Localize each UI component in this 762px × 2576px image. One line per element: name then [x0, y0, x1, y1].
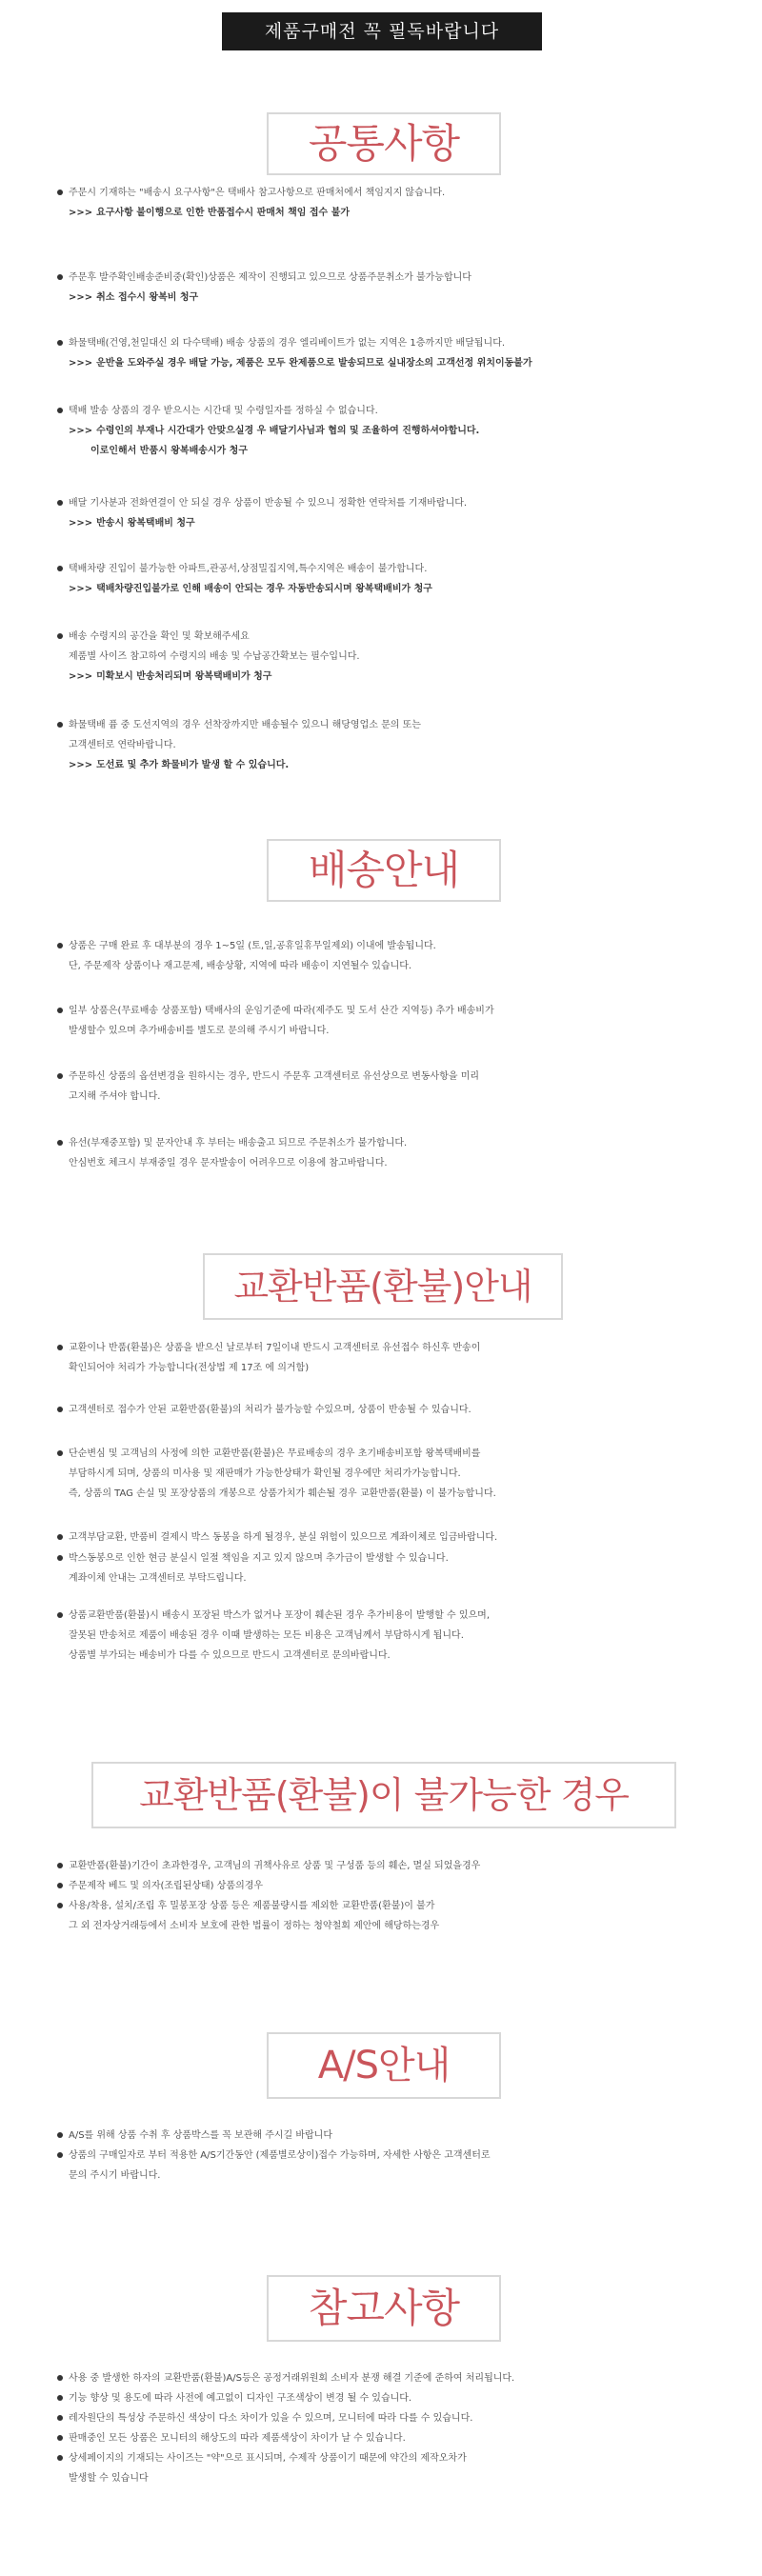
bullet-text: 박스동봉으로 인한 현금 분실시 일절 책임을 지고 있지 않으며 추가금이 발생할 수 있습니다. — [57, 1548, 752, 1568]
exchange-item-3 — [57, 1444, 752, 1504]
arrow-icon: >>> — [69, 292, 93, 303]
bullet-text: 고객부담교환, 반품비 결제시 박스 동봉을 하게 될경우, 분실 위험이 있으므로 계좌이체로 입금바랍니다. — [57, 1528, 752, 1548]
bullet-text: 배달 기사분과 전화연결이 안 되실 경우 상품이 반송될 수 있으니 정확한 연락처를 기재바랍니다. — [57, 493, 752, 513]
exchange-item-1 — [57, 1338, 752, 1378]
delivery-item-1 — [57, 936, 752, 976]
section-title-as: A/S안내 — [267, 2032, 501, 2099]
as-list — [57, 2126, 752, 2186]
arrow-icon: >>> — [69, 671, 93, 682]
exchange-item-4 — [57, 1528, 752, 1548]
reference-list — [57, 2368, 752, 2488]
bullet-text: 상품은 구매 완료 후 대부분의 경우 1~5일 (토,일,공휴일휴무일제외) 이내에 발송됩니다. — [57, 936, 752, 956]
bullet-text: 화물택배 퓸 중 도선지역의 경우 선착장까지만 배송될수 있으니 해당영업소 문의 또는 — [57, 715, 752, 735]
section-title-delivery: 배송안내 — [267, 839, 501, 902]
note-text: 이로인해서 반품시 왕복배송시가 청구 — [90, 446, 249, 456]
common-item-2 — [57, 268, 752, 308]
impossible-list — [57, 1856, 752, 1936]
bullet-text: 주문후 발주확인배송준비중(확인)상품은 제작이 진행되고 있으므로 상품주문취소가 불가능합니다 — [57, 268, 752, 288]
bullet-text: 유선(부재중포함) 및 문자안내 후 부터는 배송출고 되므로 주문취소가 불가합니다. — [57, 1133, 752, 1153]
exchange-item-6 — [57, 1606, 752, 1666]
note-text: >>> 운반을 도와주실 경우 배달 가능, 제품은 모두 완제품으로 발송되므로 실내장소의 고객선정 위치이동불가 — [69, 358, 532, 369]
list-item: 주문제작 베드 및 의자(조립된상태) 상품의경우 — [57, 1876, 752, 1896]
body-text: 발생할수 있으며 추가배송비를 별도로 문의해 주시기 바랍니다. — [69, 1026, 330, 1036]
list-item: 사용 중 발생한 하자의 교환반품(환불)A/S등은 공정거래위원회 소비자 분쟁 해결 기준에 준하여 처리됩니다. — [57, 2368, 752, 2388]
body-text: 안심번호 체크시 부재중일 경우 문자발송이 어려우므로 이용에 참고바랍니다. — [69, 1158, 388, 1168]
body-text: 단, 주문제작 상품이나 재고문제, 배송상황, 지역에 따라 배송이 지연될수 있습니다. — [69, 961, 412, 971]
bullet-text: A/S를 위해 상품 수취 후 상품박스를 꼭 보관해 주시길 바랍니다 — [57, 2126, 752, 2146]
note-text: >>> 취소 접수시 왕복비 청구 — [69, 292, 199, 303]
body-text: 제품별 사이즈 참고하여 수령지의 배송 및 수납공간확보는 필수입니다. — [69, 651, 360, 662]
body-text: 상품별 부가되는 배송비가 다를 수 있으므로 반드시 고객센터로 문의바랍니다. — [69, 1650, 391, 1661]
body-text: 확인되어야 처리가 가능합니다(전상법 제 17조 에 의거함) — [69, 1363, 310, 1373]
section-title-reference: 참고사항 — [267, 2275, 501, 2342]
exchange-item-2 — [57, 1400, 752, 1420]
list-item: 기능 향상 및 용도에 따라 사전에 예고없이 디자인 구조색상이 변경 될 수 있습니다. — [57, 2388, 752, 2408]
section-title-impossible: 교환반품(환불)이 불가능한 경우 — [91, 1762, 676, 1828]
list-item: 상세페이지의 기재되는 사이즈는 "약"으로 표시되며, 수제작 상품이기 때문에 약간의 제작오차가 — [57, 2448, 752, 2468]
note-text: >>> 미확보시 반송처리되며 왕복택배비가 청구 — [69, 671, 272, 682]
arrow-icon: >>> — [69, 760, 93, 770]
body-text: 계좌이체 안내는 고객센터로 부탁드립니다. — [69, 1573, 247, 1584]
common-item-1 — [57, 183, 752, 223]
body-text: 고객센터로 연락바랍니다. — [69, 740, 176, 750]
common-item-5 — [57, 493, 752, 533]
body-text: 문의 주시기 바랍니다. — [69, 2170, 161, 2181]
bullet-text: 화물택배(건영,천일대신 외 다수택배) 배송 상품의 경우 엘리베이트가 없는 지역은 1층까지만 배달됩니다. — [57, 333, 752, 353]
arrow-icon: >>> — [69, 584, 93, 594]
bullet-text: 택배 발송 상품의 경우 받으시는 시간대 및 수령일자를 정하실 수 없습니다. — [57, 401, 752, 421]
body-text: 잘못된 반송처로 제품이 배송된 경우 이때 발생하는 모든 비용은 고객님께서 부담하시게 됩니다. — [69, 1630, 464, 1641]
arrow-icon: >>> — [69, 518, 93, 529]
delivery-item-3 — [57, 1067, 752, 1107]
bullet-text: 상품교환반품(환불)시 배송시 포장된 박스가 없거나 포장이 훼손된 경우 추가비용이 발행할 수 있으며, — [57, 1606, 752, 1626]
section-title-common: 공통사항 — [267, 112, 501, 175]
list-item: 교환반품(환불)기간이 초과한경우, 고객님의 귀책사유로 상품 및 구성품 등의 훼손, 멸실 되었을경우 — [57, 1856, 752, 1876]
delivery-item-4 — [57, 1133, 752, 1173]
list-item: 판매중인 모든 상품은 모니터의 해상도의 따라 제품색상이 차이가 날 수 있습니다. — [57, 2428, 752, 2448]
body-text: 즉, 상품의 TAG 손실 및 포장상품의 개봉으로 상품가치가 훼손될 경우 교환반품(환불) 이 불가능합니다. — [69, 1488, 496, 1499]
body-text: 고지해 주셔야 합니다. — [69, 1091, 161, 1102]
bullet-text: 상품의 구매일자로 부터 적용한 A/S기간동안 (제품별로상이)접수 가능하며, 자세한 사항은 고객센터로 — [57, 2146, 752, 2166]
exchange-item-5 — [57, 1548, 752, 1588]
body-text: 그 외 전자상거래등에서 소비자 보호에 관한 법률이 정하는 청약철회 제안에 해당하는경우 — [69, 1921, 440, 1931]
bullet-text: 배송 수령지의 공간을 확인 및 확보해주세요 — [57, 627, 752, 647]
common-item-3 — [57, 333, 752, 373]
bullet-text: 고객센터로 접수가 안된 교환반품(환불)의 처리가 불가능할 수있으며, 상품이 반송될 수 있습니다. — [57, 1400, 752, 1420]
bullet-text: 단순변심 및 고객님의 사정에 의한 교환반품(환불)은 무료배송의 경우 초기배송비포함 왕복택배비를 — [57, 1444, 752, 1464]
bullet-text: 주문하신 상품의 옵션변경을 원하시는 경우, 반드시 주문후 고객센터로 유선상으로 변동사항을 미리 — [57, 1067, 752, 1087]
body-text: 발생할 수 있습니다 — [69, 2473, 149, 2484]
note-text: >>> 반송시 왕복택배비 청구 — [69, 518, 195, 529]
arrow-icon: >>> — [69, 358, 93, 369]
arrow-icon: >>> — [69, 208, 93, 218]
delivery-item-2 — [57, 1001, 752, 1041]
section-title-exchange: 교환반품(환불)안내 — [203, 1253, 563, 1320]
bullet-text: 주문시 기재하는 "배송시 요구사항"은 택배사 참고사항으로 판매처에서 책임지지 않습니다. — [57, 183, 752, 203]
common-item-8 — [57, 715, 752, 775]
bullet-text: 일부 상품은(무료배송 상품포함) 택배사의 운임기준에 따라(제주도 및 도서 산간 지역등) 추가 배송비가 — [57, 1001, 752, 1021]
arrow-icon: >>> — [69, 426, 93, 436]
note-text: >>> 도선료 및 추가 화물비가 발생 할 수 있습니다. — [69, 760, 290, 770]
common-item-7 — [57, 627, 752, 687]
bullet-text: 택배차량 진입이 불가능한 아파트,관공서,상점밀집지역,특수지역은 배송이 불가합니다. — [57, 559, 752, 579]
note-text: >>> 택배차량진입불가로 인해 배송이 안되는 경우 자동반송되시며 왕복택배비가 청구 — [69, 584, 432, 594]
note-text: >>> 수령인의 부재나 시간대가 안맞으실경 우 배달기사님과 협의 및 조율하여 진행하셔야합니다. — [69, 426, 480, 436]
body-text: 부담하시게 되며, 상품의 미사용 및 재판매가 가능한상태가 확인될 경우에만 처리가가능합니다. — [69, 1468, 461, 1479]
list-item: 레자원단의 특성상 주문하신 색상이 다소 차이가 있을 수 있으며, 모니터에 따라 다를 수 있습니다. — [57, 2408, 752, 2428]
note-text: >>> 요구사항 불이행으로 인한 반품접수시 판매처 책임 접수 불가 — [69, 208, 351, 218]
bullet-text: 교환이나 반품(환불)은 상품을 받으신 날로부터 7일이내 반드시 고객센터로 유선접수 하신후 반송이 — [57, 1338, 752, 1358]
top-banner: 제품구매전 꼭 필독바랍니다 — [222, 12, 542, 50]
list-item: 사용/착용, 설치/조립 후 밀봉포장 상품 등은 제품불량시를 제외한 교환반품(환불)이 불가 — [57, 1896, 752, 1916]
common-item-6 — [57, 559, 752, 599]
common-item-4 — [57, 401, 752, 461]
